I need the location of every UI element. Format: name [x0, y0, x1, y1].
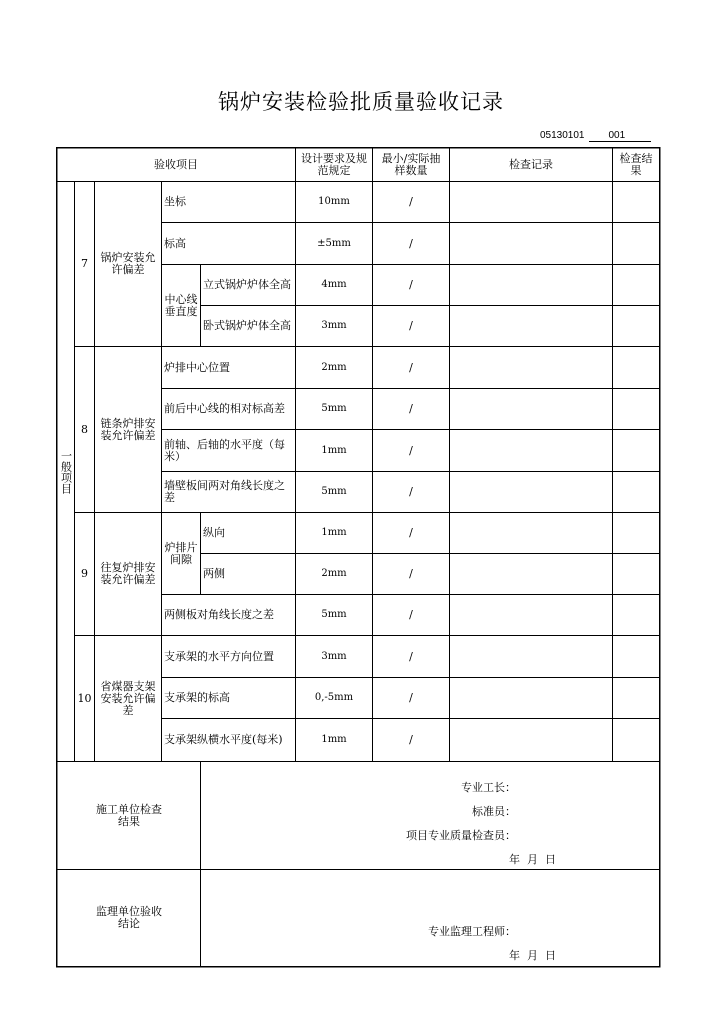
- row-sample: /: [409, 691, 413, 704]
- row-design: 2mm: [321, 568, 347, 579]
- group-number: 10: [77, 691, 92, 705]
- row-design: ±5mm: [317, 237, 351, 249]
- page-title: 锅炉安装检验批质量验收记录: [218, 90, 504, 114]
- row-item: 前轴、后轴的水平度（每米）: [164, 437, 285, 463]
- row-item: 支承架的水平方向位置: [164, 649, 274, 663]
- row-item: 前后中心线的相对标高差: [164, 402, 285, 415]
- sub-group-name: 中心线垂直度: [164, 292, 198, 318]
- row-item: 支承架纵横水平度(每米): [164, 733, 283, 746]
- row-design: 3mm: [321, 650, 347, 662]
- row-design: 5mm: [321, 403, 347, 414]
- header-result: 检查结果: [619, 151, 653, 177]
- group-name: 锅炉安装允许偏差: [100, 251, 156, 276]
- clerk-signature-label: 标准员：: [472, 805, 516, 818]
- group-name: 省煤器支架安装允许偏差: [100, 679, 156, 717]
- row-design: 3mm: [321, 320, 347, 331]
- general-items-label: 一般项目: [59, 449, 73, 494]
- header-design: 设计要求及规范规定: [301, 151, 367, 177]
- row-sample: /: [409, 526, 413, 539]
- group-number: 8: [81, 422, 88, 436]
- group-name: 往复炉排安装允许偏差: [100, 561, 156, 586]
- row-sample: /: [409, 485, 413, 498]
- row-item: 炉排中心位置: [164, 360, 230, 374]
- document-code: 05130101: [540, 130, 585, 141]
- row-design: 1mm: [321, 444, 347, 456]
- row-design: 5mm: [321, 486, 347, 497]
- row-item: 纵向: [203, 526, 225, 539]
- row-design: 0,-5mm: [314, 692, 354, 703]
- row-sample: /: [409, 195, 413, 208]
- supervision-label: 监理单位验收结论: [96, 905, 162, 930]
- row-item: 标高: [164, 236, 186, 250]
- row-design: 1mm: [321, 527, 347, 538]
- header-item: 验收项目: [154, 157, 198, 171]
- row-sample: /: [409, 402, 413, 415]
- row-sample: /: [409, 360, 413, 374]
- row-design: 4mm: [321, 279, 347, 290]
- construction-date: 年 月 日: [509, 853, 556, 866]
- row-sample: /: [409, 278, 413, 291]
- row-sample: /: [409, 443, 413, 457]
- supervision-date: 年 月 日: [509, 949, 556, 962]
- group-name: 链条炉排安装允许偏差: [100, 416, 156, 442]
- row-item: 墙壁板间两对角线长度之差: [164, 479, 285, 504]
- sub-group-name: 炉排片间隙: [164, 540, 198, 566]
- row-sample: /: [409, 567, 413, 580]
- construction-label: 施工单位检查结果: [96, 802, 162, 828]
- row-design: 1mm: [321, 734, 347, 745]
- row-design: 2mm: [321, 361, 347, 373]
- row-sample: /: [409, 608, 413, 621]
- row-sample: /: [409, 733, 413, 746]
- foreman-signature-label: 专业工长：: [461, 781, 516, 794]
- row-item: 卧式锅炉炉体全高: [203, 319, 291, 332]
- row-item: 坐标: [164, 195, 186, 208]
- row-design: 5mm: [321, 609, 347, 620]
- group-number: 9: [81, 567, 88, 580]
- row-sample: /: [409, 319, 413, 332]
- row-item: 两侧: [203, 567, 225, 580]
- row-design: 10mm: [318, 196, 350, 207]
- engineer-signature-label: 专业监理工程师：: [428, 925, 516, 938]
- header-sample: 最小/实际抽样数量: [381, 151, 441, 177]
- inspector-signature-label: 项目专业质量检查员：: [406, 829, 516, 842]
- row-item: 两侧板对角线长度之差: [164, 608, 274, 621]
- document-sequence: 001: [589, 130, 651, 142]
- row-sample: /: [409, 649, 413, 663]
- row-item: 支承架的标高: [164, 691, 230, 704]
- row-sample: /: [409, 236, 413, 250]
- row-item: 立式锅炉炉体全高: [203, 278, 291, 291]
- group-number: 7: [81, 257, 88, 270]
- header-record: 检查记录: [509, 157, 553, 171]
